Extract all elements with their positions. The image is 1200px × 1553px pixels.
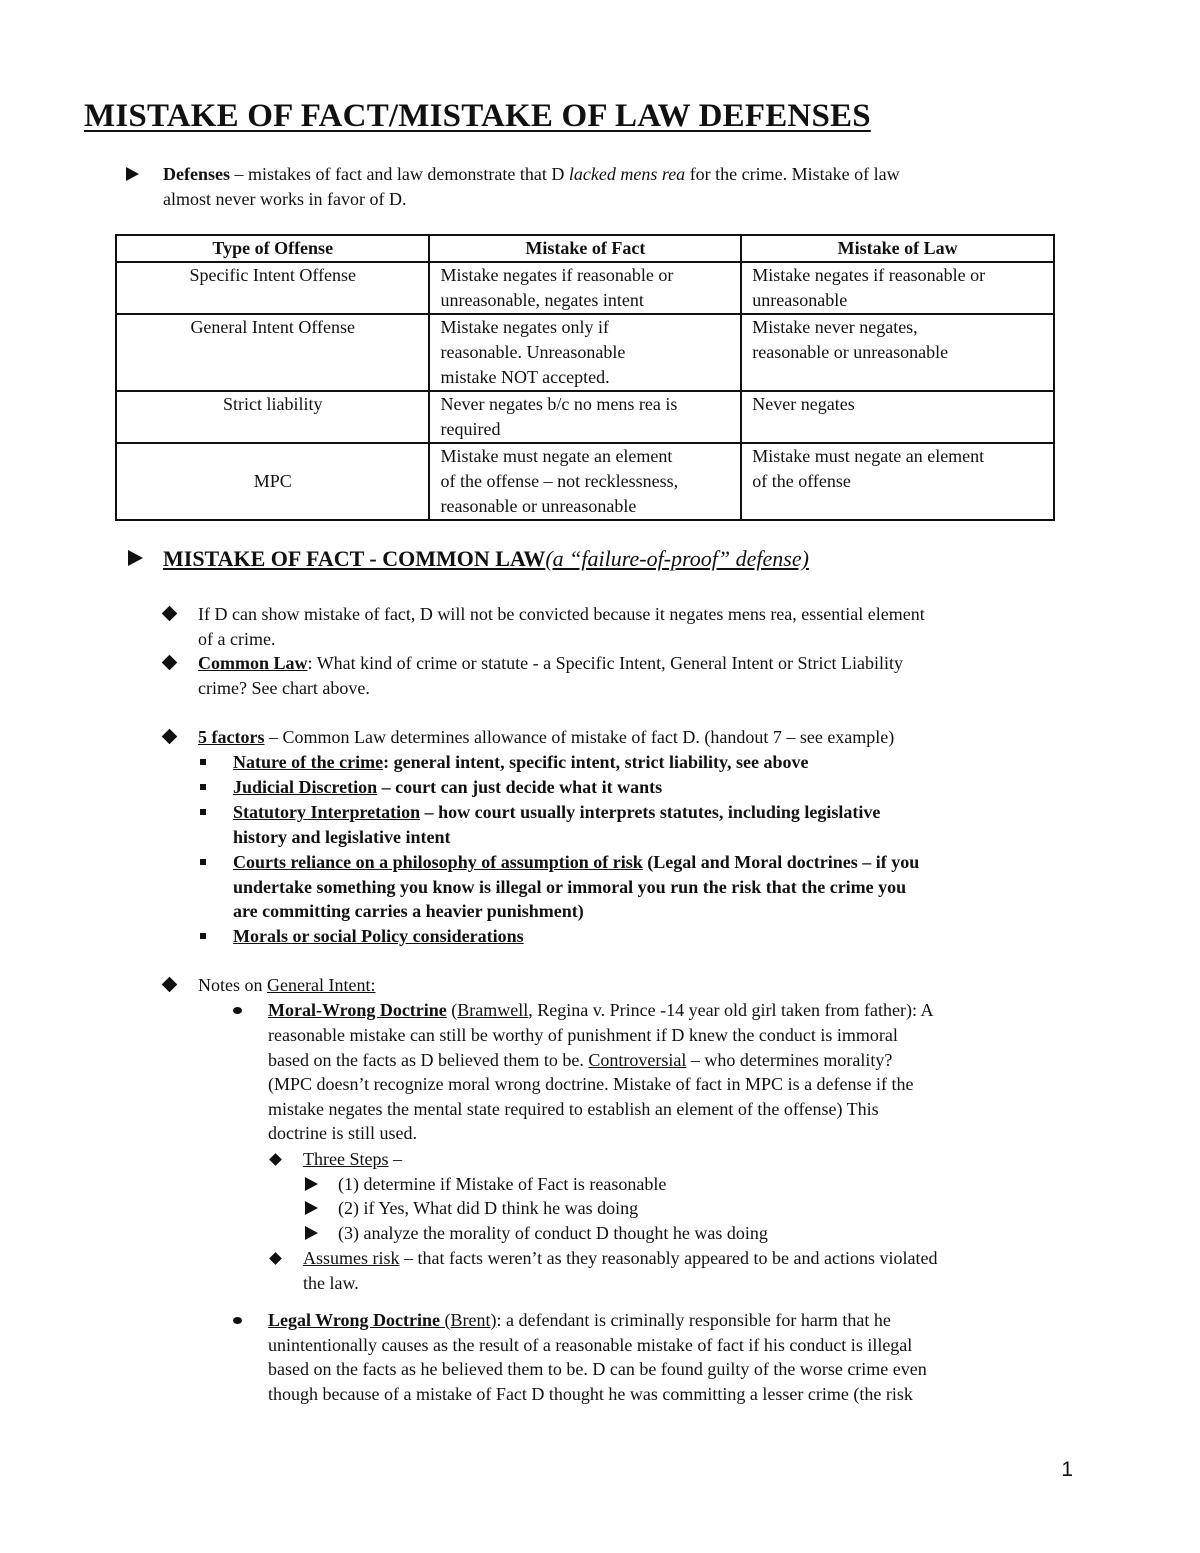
cell-line: Mistake must negate an element xyxy=(440,446,673,466)
intro-lead: Defenses xyxy=(163,164,230,184)
diamond-bullet-icon xyxy=(269,1153,282,1166)
factor-1 xyxy=(233,750,809,775)
factor-lead: Statutory Interpretation xyxy=(233,802,421,822)
moral-line-5: mistake negates the mental state required to establish an element of the offense) This xyxy=(268,1099,879,1119)
risk-line-1 xyxy=(303,1246,937,1271)
square-bullet-icon xyxy=(200,859,206,865)
square-bullet-icon xyxy=(200,784,206,790)
factor-lead: Courts reliance on a philosophy of assumption of risk xyxy=(233,852,643,872)
legal-line-2: unintentionally causes as the result of a reasonable mistake of fact if his conduct is illegal xyxy=(268,1335,913,1355)
notes-lead: Notes on xyxy=(198,975,267,995)
factor-5: Morals or social Policy considerations xyxy=(233,926,524,946)
intro-line-2: almost never works in favor of D. xyxy=(163,189,407,209)
table-cell xyxy=(429,443,741,520)
p3-text: – Common Law determines allowance of mistake of fact D. (handout 7 – see example) xyxy=(264,727,895,747)
step-3: (3) analyze the morality of conduct D thought he was doing xyxy=(338,1223,768,1243)
legal-lead: Legal Wrong Doctrine xyxy=(268,1310,440,1330)
table-cell xyxy=(741,443,1054,520)
table-cell xyxy=(741,391,1054,443)
moral-line3a: based on the facts as D believed them to be. xyxy=(268,1050,589,1070)
p2-text: : What kind of crime or statute - a Specific Intent, General Intent or Strict Liability xyxy=(307,653,903,673)
cell-line: reasonable. Unreasonable xyxy=(440,342,626,362)
cell-line: Never negates xyxy=(752,394,855,414)
factor-4-line-2: undertake something you know is illegal or immoral you run the risk that the crime you xyxy=(233,877,907,897)
factor-lead: Judicial Discretion xyxy=(233,777,378,797)
cell-line: unreasonable xyxy=(752,290,848,310)
table-header-row xyxy=(116,235,1054,262)
moral-line-1 xyxy=(268,998,933,1023)
step-2: (2) if Yes, What did D think he was doing xyxy=(338,1198,639,1218)
table-row xyxy=(116,443,1054,520)
square-bullet-icon xyxy=(200,759,206,765)
legal-line-3: based on the facts as he believed them to be. D can be found guilty of the worse crime even xyxy=(268,1359,927,1379)
moral-line3b: – who determines morality? xyxy=(686,1050,893,1070)
square-bullet-icon xyxy=(200,809,206,815)
moral-line-6: doctrine is still used. xyxy=(268,1123,417,1143)
table-cell: MPC xyxy=(116,443,429,520)
table-cell xyxy=(741,314,1054,391)
table-cell: Strict liability xyxy=(116,391,429,443)
diamond-bullet-icon xyxy=(162,655,178,671)
table-row xyxy=(116,262,1054,314)
cell-line: reasonable or unreasonable xyxy=(440,496,637,516)
table-cell xyxy=(429,314,741,391)
intro-line-1 xyxy=(163,162,900,187)
diamond-bullet-icon xyxy=(162,729,178,745)
steps-lead: Three Steps xyxy=(303,1149,389,1169)
table-cell xyxy=(429,262,741,314)
page-number: 1 xyxy=(1061,1458,1073,1481)
cell-line: Mistake negates if reasonable or xyxy=(440,265,674,285)
table-cell: Specific Intent Offense xyxy=(116,262,429,314)
notes-line xyxy=(198,973,375,998)
intro-text-2: for the crime. Mistake of law xyxy=(685,164,900,184)
arrow-bullet-icon xyxy=(305,1226,318,1240)
cell-line: mistake NOT accepted. xyxy=(440,367,610,387)
cell-line: required xyxy=(440,419,501,439)
arrow-bullet-icon xyxy=(305,1177,318,1191)
p2-lead: Common Law xyxy=(198,653,308,673)
cell-line: reasonable or unreasonable xyxy=(752,342,949,362)
risk-line-2: the law. xyxy=(303,1273,359,1293)
notes-lead-underlined: General Intent: xyxy=(267,975,376,995)
dot-bullet-icon xyxy=(233,1007,242,1014)
table-row xyxy=(116,314,1054,391)
moral-case: Bramwell xyxy=(457,1000,529,1020)
cell-line: Mistake negates if reasonable or xyxy=(752,265,986,285)
table-cell xyxy=(429,391,741,443)
cell-line: of the offense – not recklessness, xyxy=(440,471,679,491)
p3-lead: 5 factors xyxy=(198,727,265,747)
comparison-table xyxy=(115,234,1055,521)
section-heading xyxy=(163,545,809,573)
moral-line-2: reasonable mistake can still be worthy of punishment if D knew the conduct is immoral xyxy=(268,1025,898,1045)
factor-lead: Nature of the crime xyxy=(233,752,384,772)
p2-line-1 xyxy=(198,651,903,676)
factor-text: (Legal and Moral doctrines – if you xyxy=(642,852,920,872)
arrow-bullet-icon xyxy=(128,550,143,566)
cell-line: unreasonable, negates intent xyxy=(440,290,644,310)
p1-line-1: If D can show mistake of fact, D will not be convicted because it negates mens rea, essential element xyxy=(198,604,925,624)
cell-line: of the offense xyxy=(752,471,851,491)
diamond-bullet-icon xyxy=(269,1252,282,1265)
factor-3-line-2: history and legislative intent xyxy=(233,827,451,847)
risk-text: – that facts weren’t as they reasonably appeared to be and actions violated xyxy=(399,1248,938,1268)
steps-line xyxy=(303,1147,402,1172)
intro-text-1: – mistakes of fact and law demonstrate that D xyxy=(229,164,569,184)
page-title: MISTAKE OF FACT/MISTAKE OF LAW DEFENSES xyxy=(84,98,871,134)
factor-3 xyxy=(233,800,880,825)
table-header: Mistake of Law xyxy=(741,235,1054,262)
moral-line-3 xyxy=(268,1048,892,1073)
moral-paren: ( xyxy=(446,1000,458,1020)
legal-paren: (Brent) xyxy=(440,1310,497,1330)
factor-text: : general intent, specific intent, strict liability, see above xyxy=(383,752,809,772)
factor-2 xyxy=(233,775,662,800)
diamond-bullet-icon xyxy=(162,606,178,622)
legal-line-1 xyxy=(268,1308,891,1333)
section-heading-text: MISTAKE OF FACT - COMMON LAW xyxy=(163,546,546,571)
steps-dash: – xyxy=(388,1149,402,1169)
arrow-bullet-icon xyxy=(305,1201,318,1215)
square-bullet-icon xyxy=(200,933,206,939)
diamond-bullet-icon xyxy=(162,977,178,993)
factor-4 xyxy=(233,850,919,875)
cell-line: Mistake never negates, xyxy=(752,317,918,337)
p3-line xyxy=(198,725,894,750)
table-header: Mistake of Fact xyxy=(429,235,741,262)
factor-text: – court can just decide what it wants xyxy=(377,777,663,797)
cell-line: Never negates b/c no mens rea is xyxy=(440,394,678,414)
table-cell xyxy=(741,262,1054,314)
section-heading-paren: (a “failure-of-proof” defense) xyxy=(545,546,809,571)
risk-lead: Assumes risk xyxy=(303,1248,400,1268)
dot-bullet-icon xyxy=(233,1317,242,1324)
p1-line-2: of a crime. xyxy=(198,629,276,649)
moral-lead: Moral-Wrong Doctrine xyxy=(268,1000,447,1020)
moral-line-4: (MPC doesn’t recognize moral wrong doctrine. Mistake of fact in MPC is a defense if the xyxy=(268,1074,914,1094)
legal-line-4: though because of a mistake of Fact D thought he was committing a lesser crime (the risk xyxy=(268,1384,913,1404)
table-header: Type of Offense xyxy=(116,235,429,262)
factor-4-line-3: are committing carries a heavier punishment) xyxy=(233,901,584,921)
table-cell: General Intent Offense xyxy=(116,314,429,391)
step-1: (1) determine if Mistake of Fact is reasonable xyxy=(338,1174,667,1194)
factor-text: – how court usually interprets statutes, including legislative xyxy=(420,802,881,822)
intro-italic: lacked mens rea xyxy=(568,164,686,184)
cell-line: Mistake negates only if xyxy=(440,317,609,337)
legal-text: : a defendant is criminally responsible for harm that he xyxy=(496,1310,891,1330)
moral-line3u: Controversial xyxy=(588,1050,687,1070)
p2-line-2: crime? See chart above. xyxy=(198,678,370,698)
arrow-bullet-icon xyxy=(126,167,139,181)
cell-line: Mistake must negate an element xyxy=(752,446,985,466)
table-row xyxy=(116,391,1054,443)
moral-rest: , Regina v. Prince -14 year old girl taken from father): A xyxy=(528,1000,934,1020)
